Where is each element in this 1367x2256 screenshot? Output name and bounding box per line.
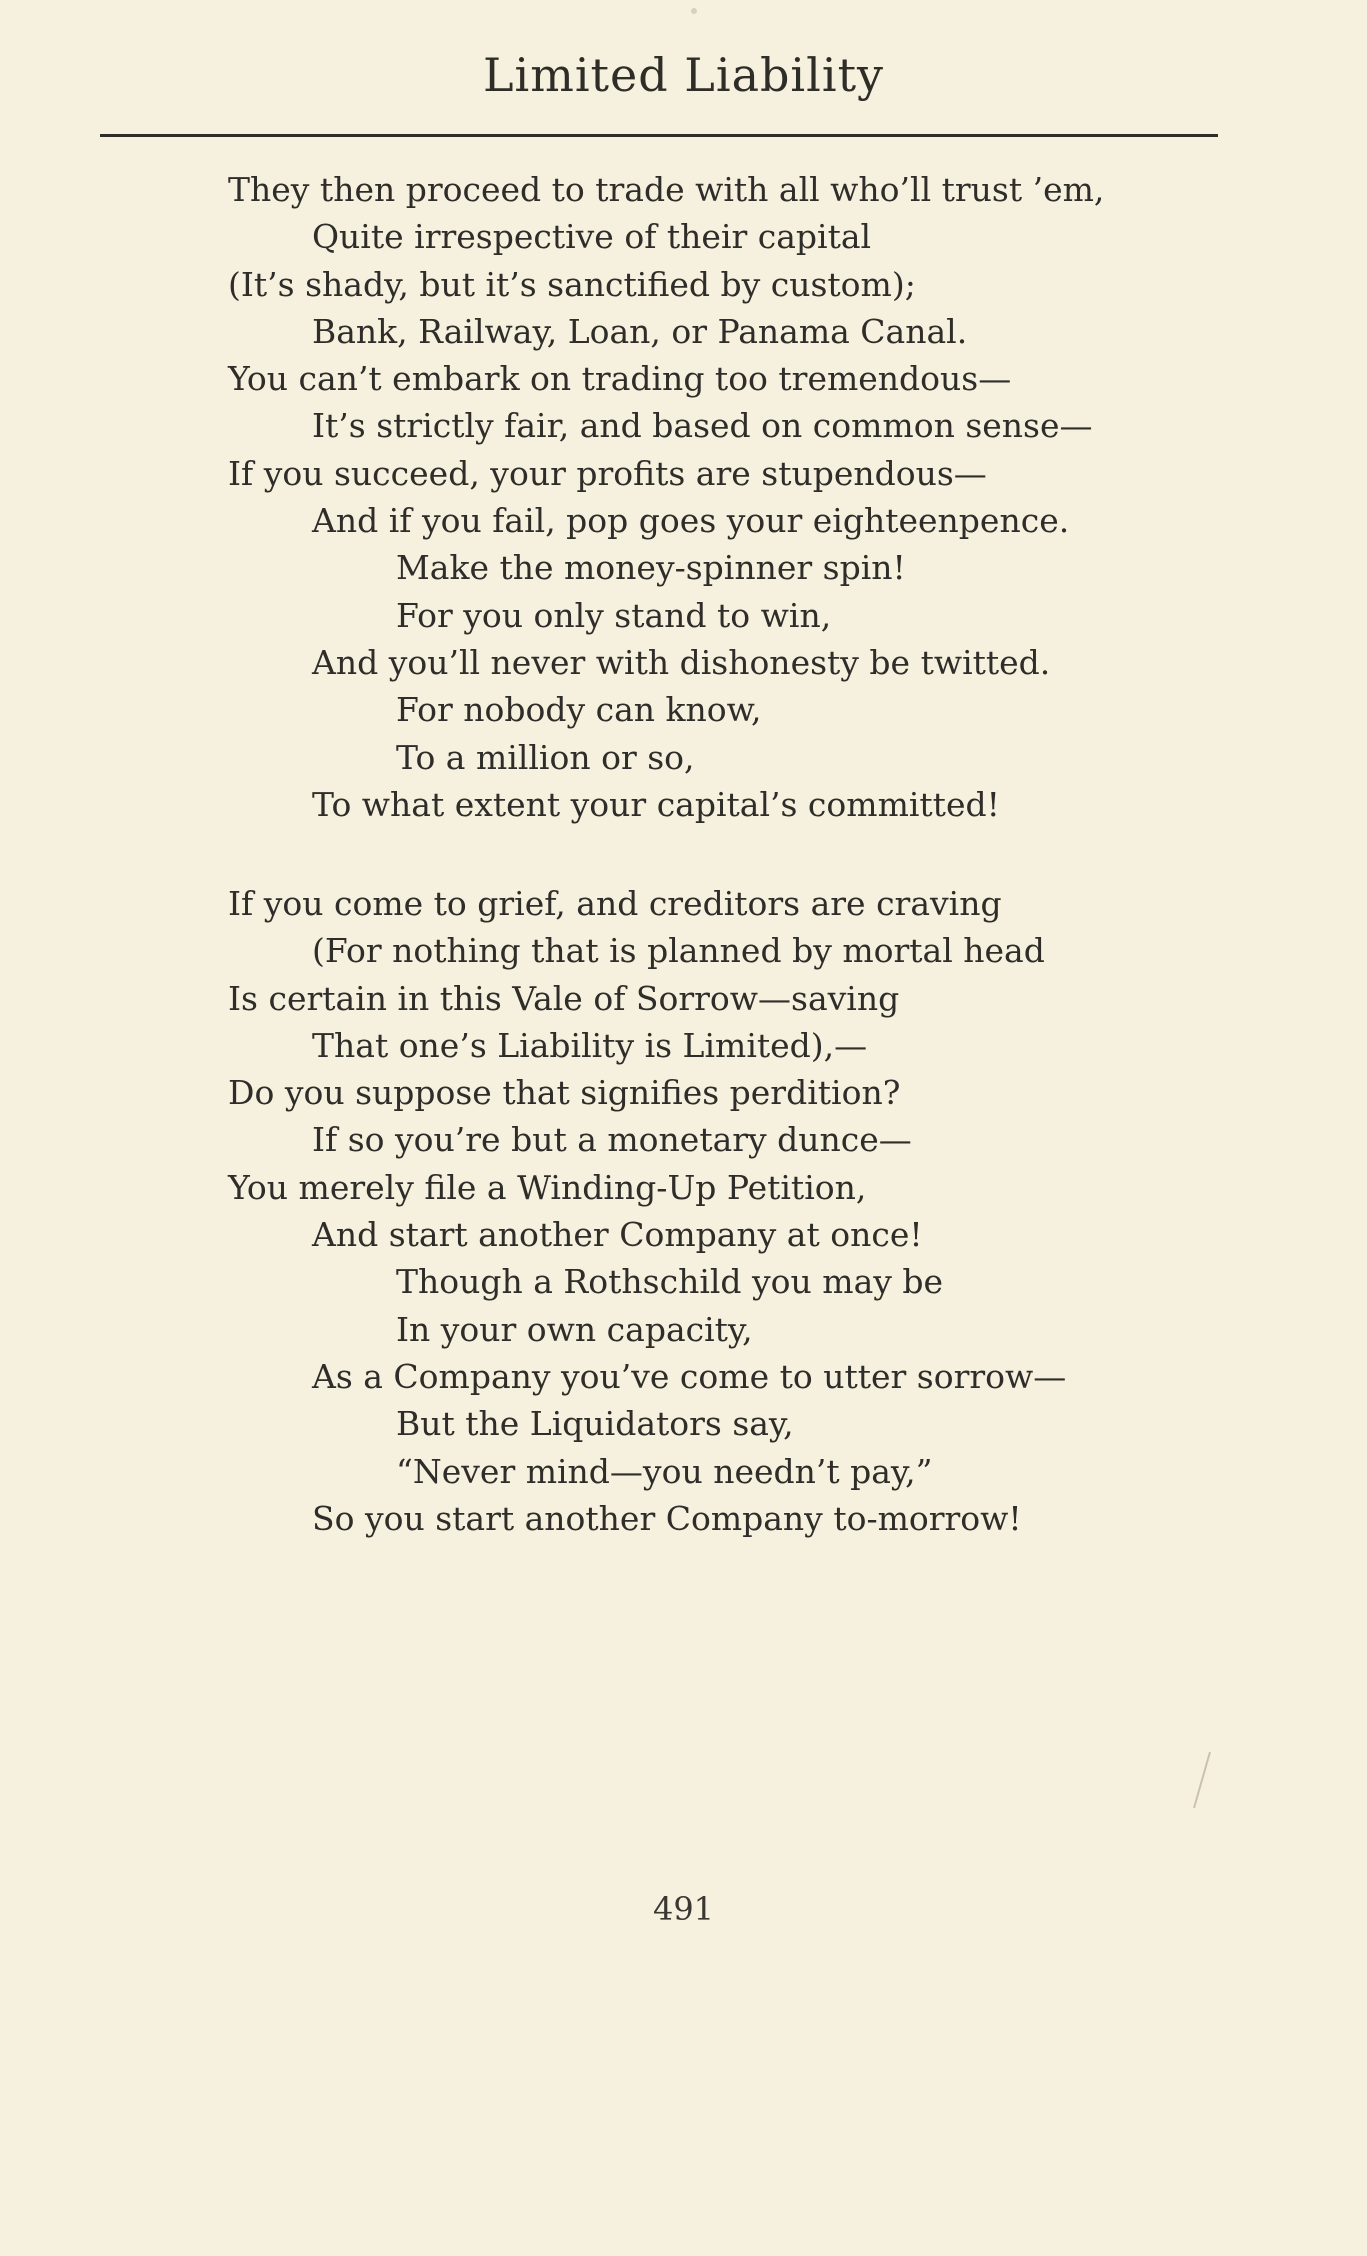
verse-line: As a Company you’ve come to utter sorrow—	[312, 1356, 1067, 1396]
stanza-2	[0, 880, 1367, 1542]
verse-line: That one’s Liability is Limited),—	[312, 1025, 868, 1065]
verse-line: “Never mind—you needn’t pay,”	[396, 1451, 933, 1491]
verse-line: And you’ll never with dishonesty be twitted.	[312, 642, 1051, 682]
paper-speck	[691, 8, 697, 14]
verse-line: (It’s shady, but it’s sanctified by custom);	[228, 264, 916, 304]
verse-line: To what extent your capital’s committed!	[312, 784, 1000, 824]
verse-line: Is certain in this Vale of Sorrow—saving	[228, 978, 900, 1018]
verse-line: Quite irrespective of their capital	[312, 217, 872, 257]
verse-line: They then proceed to trade with all who’ll trust ’em,	[228, 170, 1105, 209]
verse-line: Do you suppose that signifies perdition?	[228, 1073, 901, 1113]
verse-line: And if you fail, pop goes your eighteenpence.	[312, 501, 1070, 541]
verse-line: In your own capacity,	[396, 1309, 753, 1349]
verse-line: Bank, Railway, Loan, or Panama Canal.	[312, 311, 968, 351]
page-number: 491	[652, 1890, 715, 1928]
running-head-title: Limited Liability	[482, 48, 885, 102]
verse-line: For you only stand to win,	[396, 595, 832, 635]
verse-line: You merely file a Winding-Up Petition,	[228, 1167, 867, 1207]
verse-line: Make the money-spinner spin!	[396, 548, 906, 588]
header-rule	[100, 134, 1218, 137]
verse-line: You can’t embark on trading too tremendous—	[228, 359, 1012, 399]
verse-line: To a million or so,	[396, 737, 695, 777]
verse-line: But the Liquidators say,	[396, 1404, 794, 1444]
verse-line: For nobody can know,	[396, 690, 762, 730]
verse-line: So you start another Company to-morrow!	[312, 1498, 1022, 1538]
verse-line: If you come to grief, and creditors are craving	[228, 884, 1002, 923]
stanza-1	[0, 166, 1367, 828]
verse-line: And start another Company at once!	[312, 1215, 923, 1255]
verse-line: If so you’re but a monetary dunce—	[312, 1120, 912, 1160]
verse-line: (For nothing that is planned by mortal head	[312, 931, 1045, 971]
verse-line: If you succeed, your profits are stupendous—	[228, 453, 987, 493]
verse-line: It’s strictly fair, and based on common sense—	[312, 406, 1093, 446]
verse-line: Though a Rothschild you may be	[396, 1262, 944, 1302]
pencil-stroke-mark	[1186, 1750, 1216, 1810]
